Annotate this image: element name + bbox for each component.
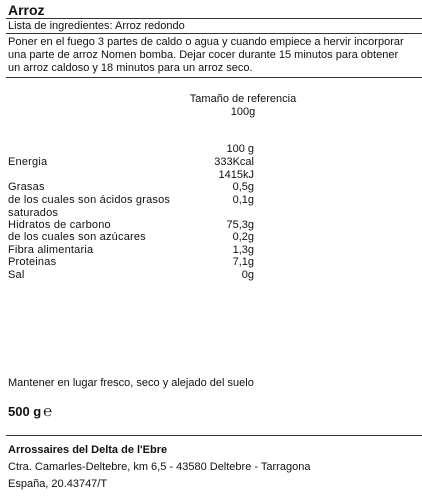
reference-size-amount: 100g [230,106,256,118]
divider-company [6,435,422,436]
nutrition-label: saturados [8,207,59,219]
net-weight-amount: 500 g [8,404,42,419]
nutrition-value: 1415kJ [218,169,254,181]
divider-ingredients [6,33,422,34]
net-weight [8,404,52,420]
estimated-sign-icon: ℮ [43,403,53,421]
divider-instructions [6,77,422,78]
nutrition-value: 7,1g [232,256,254,268]
nutrition-row [8,156,254,169]
nutrition-value: 0,5g [232,181,254,193]
company-registry: España, 20.43747/T [8,478,108,490]
nutrition-value: 0,2g [232,231,254,243]
product-title: Arroz [8,2,45,18]
nutrition-label: Grasas [8,181,45,193]
nutrition-row [8,256,254,269]
storage-text: Mantener en lugar fresco, seco y alejado del suelo [8,377,254,389]
ingredients-text: Lista de ingredientes: Arroz redondo [8,20,185,32]
instructions-line-2: una parte de arroz Nomen bomba. Dejar cocer durante 15 minutos para obtener [8,49,399,61]
nutrition-row [8,194,254,207]
nutrition-row [8,181,254,194]
reference-size-heading: Tamaño de referencia [189,93,297,105]
nutrition-label: Proteinas [8,256,57,268]
nutrition-value: 333Kcal [214,156,254,168]
nutrition-value: 0g [241,269,254,281]
nutrition-value: 1,3g [232,244,254,256]
nutrition-label: Energia [8,156,48,168]
divider-title [6,18,422,19]
nutrition-label: Fibra alimentaria [8,244,94,256]
product-label [6,0,422,500]
instructions-line-3: un arroz caldoso y 18 minutos para un arroz seco. [8,62,253,74]
nutrition-row [8,269,254,282]
nutrition-label: de los cuales son ácidos grasos [8,194,171,206]
nutrition-row [8,143,254,156]
instructions-line-1: Poner en el fuego 3 partes de caldo o agua y cuando empiece a hervir incorporar [8,36,404,48]
nutrition-label: de los cuales son azúcares [8,231,146,243]
nutrition-value: 100 g [226,143,254,155]
company-address: Ctra. Camarles-Deltebre, km 6,5 - 43580 Deltebre - Tarragona [8,461,311,473]
nutrition-row [8,231,254,244]
nutrition-label: Sal [8,269,25,281]
company-name: Arrossaires del Delta de l'Ebre [8,444,168,456]
nutrition-value: 0,1g [232,194,254,206]
nutrition-label: Hidratos de carbono [8,219,111,231]
nutrition-value: 75,3g [226,219,254,231]
